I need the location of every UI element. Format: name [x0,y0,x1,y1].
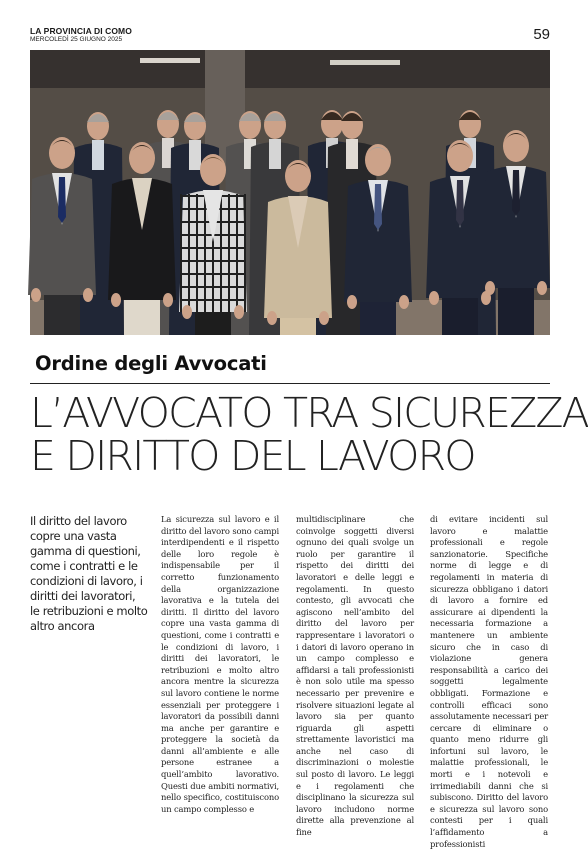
page-number: 59 [533,26,550,43]
kicker-rule [30,383,550,384]
summary: Il diritto del lavoro copre una vasta gamma di questioni, come i contratti e le condizioni di lavoro, i diritti dei lavoratori, le retribuzioni e molto altro ancora [30,514,148,633]
group-photo [30,50,550,335]
masthead [30,26,550,48]
headline [30,389,588,480]
article-column-3: di evitare incidenti sul lavoro e malattie professionali e regole sanzionatorie. Specifiche norme di legge e di regolamenti in materia di sicurezza obbligano i datori di lavoro a fornire ed assicurare ai dipendenti la necessaria formazione a mantenere un ambiente sicuro che in caso di violazione genera responsabilità a carico dei soggetti legalmente obbligati. Formazione e controlli efficaci sono assolutamente necessari per cercare di eliminare o quanto meno ridurre gli infortuni sul lavoro, le malattie professionali, le morti e i notevoli e irrimediabili danni che si subiscono. Diritto del lavoro e sicurezza sul lavoro sono contesti per i quali l’affidamento a professionisti [430,514,548,849]
article-column-1: La sicurezza sul lavoro e il diritto del lavoro sono campi interdipendenti e il rispetto delle loro regole è indispensabile per il corretto funzionamento della organizzazione lavorativa e la tutela dei diritti. Il diritto del lavoro copre una vasta gamma di questioni, come i contratti e le condizioni di lavoro, i diritti dei lavoratori, le retribuzioni e molto altro ancora mentre la sicurezza sul lavoro contiene le norme essenziali per proteggere i lavoratori da possibili danni ma anche per garantire e proteggere la società da danni all’ambiente e alle persone estranee a quell’ambito lavorativo. Questi due ambiti normativi, nello specifico, costituiscono un campo complesso e [161,514,279,814]
publication-name: LA PROVINCIA DI COMO [30,26,132,36]
group-photo-illustration [30,50,550,335]
publication-date: MERCOLEDÌ 25 GIUGNO 2025 [30,36,123,43]
headline-line-1: L’AVVOCATO TRA SICUREZZA [30,389,588,437]
headline-line-2: E DIRITTO DEL LAVORO [30,432,475,480]
section-kicker: Ordine degli Avvocati [35,352,267,375]
photo-vignette [30,50,550,335]
article-column-2: multidisciplinare che coinvolge soggetti diversi ognuno dei quali svolge un ruolo per garantire il rispetto dei diritti dei lavoratori e delle leggi e regolamenti. In questo contesto, gli avvocati che agiscono nell’ambito del diritto del lavoro per rappresentare i lavoratori o i datori di lavoro operano in un campo complesso e affidarsi a tali professionisti è non solo utile ma spesso necessario per prevenire e risolvere situazioni legate al lavoro sia per quanto riguarda gli aspetti strettamente lavoristici ma anche nel caso di discriminazioni o molestie sul posto di lavoro. Le leggi e i regolamenti che disciplinano la sicurezza sul lavoro includono norme dirette alla prevenzione al fine [296,514,414,838]
